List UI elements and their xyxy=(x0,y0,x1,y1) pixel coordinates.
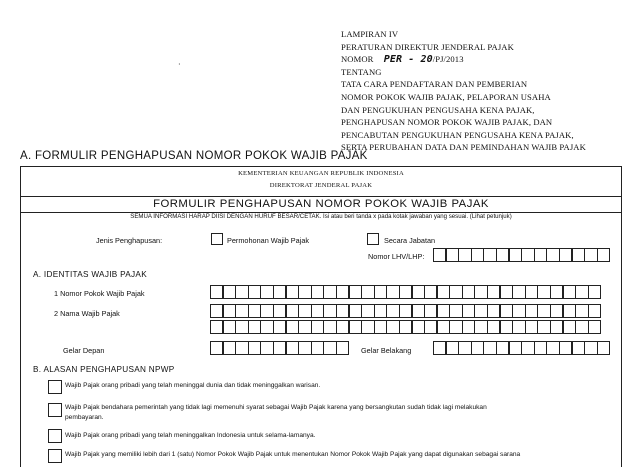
input-cell[interactable] xyxy=(546,248,559,262)
input-cell[interactable] xyxy=(412,320,425,334)
input-cell[interactable] xyxy=(336,304,349,318)
input-cell[interactable] xyxy=(336,341,349,355)
input-cell[interactable] xyxy=(361,285,374,299)
jabatan-label: Secara Jabatan xyxy=(384,236,436,245)
input-cell[interactable] xyxy=(260,320,273,334)
input-cell[interactable] xyxy=(361,320,374,334)
input-cell[interactable] xyxy=(563,285,576,299)
reason-2-line-1: Wajib Pajak bendahara pemerintah yang tidak lagi memenuhi syarat sebagai Wajib Pajak karena yang bersangkutan sudah tidak lagi melakukan xyxy=(65,404,487,411)
input-cell[interactable] xyxy=(286,285,299,299)
input-cell[interactable] xyxy=(412,304,425,318)
input-cell[interactable] xyxy=(584,248,597,262)
stray-dot: · xyxy=(178,60,181,69)
input-cell[interactable] xyxy=(386,304,399,318)
input-cell[interactable] xyxy=(509,248,522,262)
reason-2-line-2: pembayaran. xyxy=(65,414,104,421)
input-cell[interactable] xyxy=(361,304,374,318)
divider xyxy=(21,196,621,197)
input-cell[interactable] xyxy=(588,285,601,299)
input-cell[interactable] xyxy=(487,285,500,299)
input-cell[interactable] xyxy=(575,320,588,334)
input-cell[interactable] xyxy=(349,320,362,334)
input-cell[interactable] xyxy=(597,248,610,262)
input-cell[interactable] xyxy=(424,304,437,318)
input-cell[interactable] xyxy=(525,320,538,334)
regulation-label: PERATURAN DIREKTUR JENDERAL PAJAK xyxy=(341,41,514,52)
input-cell[interactable] xyxy=(399,285,412,299)
nomor-lhv-field[interactable] xyxy=(433,248,609,262)
input-cell[interactable] xyxy=(424,285,437,299)
input-cell[interactable] xyxy=(446,248,459,262)
regulation-number xyxy=(341,53,586,66)
nomor-prefix: NOMOR xyxy=(341,54,374,65)
input-cell[interactable] xyxy=(424,320,437,334)
input-cell[interactable] xyxy=(449,320,462,334)
input-cell[interactable] xyxy=(534,341,547,355)
input-cell[interactable] xyxy=(311,304,324,318)
input-cell[interactable] xyxy=(386,320,399,334)
nomor-lhv-label: Nomor LHV/LHP: xyxy=(368,252,425,261)
permohonan-checkbox[interactable] xyxy=(211,233,223,245)
nomor-suffix: /PJ/2013 xyxy=(432,54,464,65)
nama-field-row-1[interactable] xyxy=(210,304,600,318)
input-cell[interactable] xyxy=(260,285,273,299)
input-cell[interactable] xyxy=(386,285,399,299)
input-cell[interactable] xyxy=(559,341,572,355)
input-cell[interactable] xyxy=(563,304,576,318)
input-cell[interactable] xyxy=(537,285,550,299)
form-title: FORMULIR PENGHAPUSAN NOMOR POKOK WAJIB PAJAK xyxy=(153,198,489,210)
input-cell[interactable] xyxy=(496,341,509,355)
subject-line-1: TATA CARA PENDAFTARAN DAN PEMBERIAN xyxy=(341,79,528,90)
input-cell[interactable] xyxy=(323,320,336,334)
input-cell[interactable] xyxy=(260,341,273,355)
input-cell[interactable] xyxy=(537,304,550,318)
input-cell[interactable] xyxy=(235,304,248,318)
input-cell[interactable] xyxy=(534,248,547,262)
npwp-label: 1 Nomor Pokok Wajib Pajak xyxy=(54,289,145,298)
input-cell[interactable] xyxy=(223,285,236,299)
input-cell[interactable] xyxy=(235,341,248,355)
input-cell[interactable] xyxy=(286,320,299,334)
input-cell[interactable] xyxy=(500,304,513,318)
input-cell[interactable] xyxy=(273,285,286,299)
input-cell[interactable] xyxy=(298,320,311,334)
input-cell[interactable] xyxy=(575,285,588,299)
input-cell[interactable] xyxy=(437,320,450,334)
jabatan-checkbox[interactable] xyxy=(367,233,379,245)
input-cell[interactable] xyxy=(487,320,500,334)
input-cell[interactable] xyxy=(474,285,487,299)
input-cell[interactable] xyxy=(500,320,513,334)
reason-4-text: Wajib Pajak yang memiliki lebih dari 1 (satu) Nomor Pokok Wajib Pajak untuk menentukan Nomor Pokok Wajib Pajak yang dapat digunakan sebagai sarana xyxy=(65,451,521,458)
input-cell[interactable] xyxy=(474,304,487,318)
input-cell[interactable] xyxy=(273,304,286,318)
input-cell[interactable] xyxy=(588,320,601,334)
input-cell[interactable] xyxy=(471,248,484,262)
subject-line-6: SERTA PERUBAHAN DATA DAN PEMINDAHAN WAJIB PAJAK xyxy=(341,142,586,153)
form-box xyxy=(20,166,622,467)
input-cell[interactable] xyxy=(458,341,471,355)
input-cell[interactable] xyxy=(496,248,509,262)
input-cell[interactable] xyxy=(512,320,525,334)
instruction-text: SEMUA INFORMASI HARAP DIISI DENGAN HURUF BESAR/CETAK. Isi atau beri tanda x pada kotak jawaban yang sesuai. (Lihat petunjuk) xyxy=(130,213,512,220)
nama-label: 2 Nama Wajib Pajak xyxy=(54,309,120,318)
input-cell[interactable] xyxy=(550,320,563,334)
input-cell[interactable] xyxy=(433,248,446,262)
jenis-penghapusan-label: Jenis Penghapusan: xyxy=(96,236,163,245)
input-cell[interactable] xyxy=(235,320,248,334)
input-cell[interactable] xyxy=(210,285,223,299)
nama-field-row-2[interactable] xyxy=(210,320,600,334)
input-cell[interactable] xyxy=(433,341,446,355)
input-cell[interactable] xyxy=(298,304,311,318)
input-cell[interactable] xyxy=(521,341,534,355)
input-cell[interactable] xyxy=(374,304,387,318)
subject-line-2: NOMOR POKOK WAJIB PAJAK, PELAPORAN USAHA xyxy=(341,91,551,102)
input-cell[interactable] xyxy=(449,304,462,318)
input-cell[interactable] xyxy=(483,248,496,262)
input-cell[interactable] xyxy=(500,285,513,299)
subject-line-4: PENGHAPUSAN NOMOR POKOK WAJIB PAJAK, DAN xyxy=(341,117,553,128)
input-cell[interactable] xyxy=(374,320,387,334)
reason-1-text: Wajib Pajak orang pribadi yang telah meninggal dunia dan tidak meninggalkan warisan. xyxy=(65,382,321,389)
section-title: A. FORMULIR PENGHAPUSAN NOMOR POKOK WAJIB PAJAK xyxy=(20,150,368,162)
input-cell[interactable] xyxy=(512,304,525,318)
input-cell[interactable] xyxy=(446,341,459,355)
input-cell[interactable] xyxy=(286,304,299,318)
input-cell[interactable] xyxy=(273,341,286,355)
directorate-label: DIREKTORAT JENDERAL PAJAK xyxy=(269,182,373,189)
reason-4-checkbox[interactable] xyxy=(48,449,62,463)
tentang-label: TENTANG xyxy=(341,66,382,77)
input-cell[interactable] xyxy=(525,304,538,318)
input-cell[interactable] xyxy=(588,304,601,318)
reason-3-checkbox[interactable] xyxy=(48,429,62,443)
input-cell[interactable] xyxy=(437,304,450,318)
input-cell[interactable] xyxy=(210,304,223,318)
input-cell[interactable] xyxy=(248,304,261,318)
input-cell[interactable] xyxy=(273,320,286,334)
input-cell[interactable] xyxy=(471,341,484,355)
gelar-belakang-field[interactable] xyxy=(433,341,609,355)
input-cell[interactable] xyxy=(487,304,500,318)
input-cell[interactable] xyxy=(521,248,534,262)
input-cell[interactable] xyxy=(572,248,585,262)
input-cell[interactable] xyxy=(563,320,576,334)
input-cell[interactable] xyxy=(323,341,336,355)
input-cell[interactable] xyxy=(311,285,324,299)
input-cell[interactable] xyxy=(550,285,563,299)
input-cell[interactable] xyxy=(584,341,597,355)
lampiran-label: LAMPIRAN IV xyxy=(341,29,399,39)
input-cell[interactable] xyxy=(311,341,324,355)
input-cell[interactable] xyxy=(412,285,425,299)
input-cell[interactable] xyxy=(399,304,412,318)
input-cell[interactable] xyxy=(298,285,311,299)
input-cell[interactable] xyxy=(223,320,236,334)
input-cell[interactable] xyxy=(537,320,550,334)
input-cell[interactable] xyxy=(374,285,387,299)
input-cell[interactable] xyxy=(223,304,236,318)
input-cell[interactable] xyxy=(559,248,572,262)
gelar-depan-label: Gelar Depan xyxy=(63,346,105,355)
reason-2-checkbox[interactable] xyxy=(48,403,62,417)
input-cell[interactable] xyxy=(248,320,261,334)
ministry-label: KEMENTERIAN KEUANGAN REPUBLIK INDONESIA xyxy=(238,170,404,177)
input-cell[interactable] xyxy=(575,304,588,318)
input-cell[interactable] xyxy=(474,320,487,334)
decree-header xyxy=(341,28,586,154)
input-cell[interactable] xyxy=(336,320,349,334)
input-cell[interactable] xyxy=(550,304,563,318)
input-cell[interactable] xyxy=(336,285,349,299)
input-cell[interactable] xyxy=(349,285,362,299)
input-cell[interactable] xyxy=(512,285,525,299)
section-a-heading: A. IDENTITAS WAJIB PAJAK xyxy=(33,270,147,279)
input-cell[interactable] xyxy=(210,320,223,334)
section-b-heading: B. ALASAN PENGHAPUSAN NPWP xyxy=(33,365,175,374)
gelar-depan-field[interactable] xyxy=(210,341,349,355)
input-cell[interactable] xyxy=(399,320,412,334)
gelar-belakang-label: Gelar Belakang xyxy=(361,346,412,355)
input-cell[interactable] xyxy=(286,341,299,355)
input-cell[interactable] xyxy=(223,341,236,355)
input-cell[interactable] xyxy=(323,304,336,318)
reason-1-checkbox[interactable] xyxy=(48,380,62,394)
input-cell[interactable] xyxy=(235,285,248,299)
input-cell[interactable] xyxy=(458,248,471,262)
input-cell[interactable] xyxy=(210,341,223,355)
input-cell[interactable] xyxy=(546,341,559,355)
input-cell[interactable] xyxy=(462,320,475,334)
input-cell[interactable] xyxy=(509,341,522,355)
npwp-field[interactable] xyxy=(210,285,600,299)
reason-3-text: Wajib Pajak orang pribadi yang telah meninggalkan Indonesia untuk selama-lamanya. xyxy=(65,432,316,439)
subject-line-5: PENCABUTAN PENGUKUHAN PENGUSAHA KENA PAJAK, xyxy=(341,129,574,140)
handwritten-number: PER - 20 xyxy=(383,54,433,66)
input-cell[interactable] xyxy=(349,304,362,318)
input-cell[interactable] xyxy=(437,285,450,299)
subject-line-3: DAN PENGUKUHAN PENGUSAHA KENA PAJAK, xyxy=(341,104,535,115)
input-cell[interactable] xyxy=(311,320,324,334)
input-cell[interactable] xyxy=(248,341,261,355)
input-cell[interactable] xyxy=(449,285,462,299)
input-cell[interactable] xyxy=(298,341,311,355)
input-cell[interactable] xyxy=(462,285,475,299)
permohonan-label: Permohonan Wajib Pajak xyxy=(227,236,310,245)
input-cell[interactable] xyxy=(323,285,336,299)
input-cell[interactable] xyxy=(248,285,261,299)
input-cell[interactable] xyxy=(525,285,538,299)
input-cell[interactable] xyxy=(260,304,273,318)
input-cell[interactable] xyxy=(597,341,610,355)
input-cell[interactable] xyxy=(483,341,496,355)
reason-2-text xyxy=(65,403,487,423)
input-cell[interactable] xyxy=(572,341,585,355)
input-cell[interactable] xyxy=(462,304,475,318)
